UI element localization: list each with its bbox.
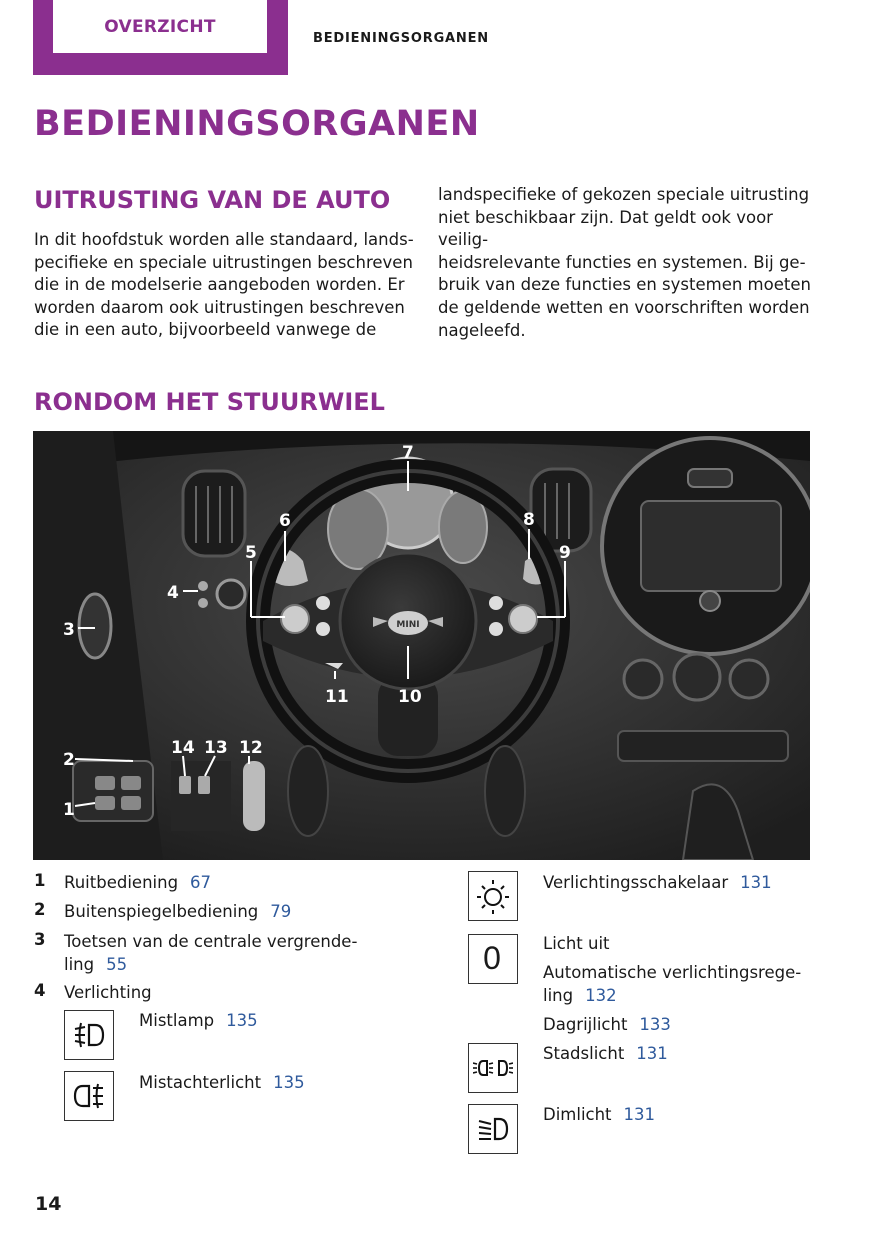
hazard-button — [688, 469, 732, 487]
text-line: die in een auto, bijvoorbeeld vanwege de — [34, 320, 377, 340]
volume-knob — [700, 591, 720, 611]
chapter-tab[interactable] — [33, 0, 288, 75]
low-beam-icon-box — [468, 1104, 518, 1154]
toggle-switch-bar — [618, 731, 788, 761]
text-line: de geldende wetten en voorschriften worden — [438, 297, 810, 317]
rear-fog-lamp-icon — [69, 1076, 109, 1116]
left-vent — [183, 471, 245, 556]
legend-num-4: 4 — [34, 981, 46, 1000]
callout-1: 1 — [63, 800, 75, 820]
callout-5: 5 — [245, 543, 257, 563]
lower-switch — [179, 776, 191, 794]
climate-knob — [674, 654, 720, 700]
front-fog-lamp-icon-box — [64, 1010, 114, 1060]
page-ref-link[interactable]: 67 — [190, 873, 212, 892]
wheel-button — [489, 622, 503, 636]
callout-9: 9 — [559, 543, 571, 563]
icon-label-text: Dagrijlicht — [543, 1015, 628, 1034]
page-ref-link[interactable]: 133 — [639, 1015, 671, 1034]
page-ref-link[interactable]: 55 — [106, 955, 128, 974]
icon-label-text: Verlichtingsschakelaar — [543, 873, 729, 892]
icon-label-text: Mistachterlicht — [139, 1073, 262, 1092]
page-title: BEDIENINGSORGANEN — [34, 104, 480, 144]
legend-num-2: 2 — [34, 900, 46, 919]
wheel-button — [316, 596, 330, 610]
chapter-tab-label: OVERZICHT — [104, 16, 216, 37]
window-switch — [121, 796, 141, 810]
mirror-switch — [79, 594, 111, 658]
legend-item-1 — [64, 871, 211, 894]
parking-light-icon-box — [468, 1043, 518, 1093]
fog-lamp-label — [139, 1009, 258, 1032]
icon-label-text: ling — [543, 986, 574, 1005]
chapter-tab-inner — [53, 0, 267, 53]
window-switch — [95, 796, 115, 810]
front-fog-lamp-icon — [69, 1015, 109, 1055]
icon-label-text: Mistlamp — [139, 1011, 215, 1030]
legend-num-3: 3 — [34, 930, 46, 949]
rear-fog-lamp-icon-box — [64, 1071, 114, 1121]
callout-12: 12 — [239, 738, 263, 758]
center-display — [641, 501, 781, 591]
text-line: landspecifieke of gekozen speciale uitrusting — [438, 185, 810, 204]
page-ref-link[interactable]: 135 — [273, 1073, 305, 1092]
callout-4: 4 — [167, 583, 179, 603]
low-beam-label — [543, 1103, 655, 1126]
speaker-grille — [288, 746, 328, 836]
daytime-light-label — [543, 1013, 671, 1036]
text-line: die in de modelserie aangeboden worden. Er — [34, 275, 405, 295]
callout-3: 3 — [63, 620, 75, 640]
light-off-label: Licht uit — [543, 934, 610, 953]
icon-label-text: Dimlicht — [543, 1105, 612, 1124]
light-switch-icon-box — [468, 871, 518, 921]
section-heading-equipment: UITRUSTING VAN DE AUTO — [34, 186, 391, 214]
intro-column-1 — [34, 229, 414, 342]
zero-position-icon: 0 — [483, 939, 501, 976]
light-switch-knob — [217, 580, 245, 608]
legend-text: Ruitbediening — [64, 873, 179, 892]
icon-label-text: Stadslicht — [543, 1044, 625, 1063]
light-switch-label — [543, 871, 772, 894]
text-line: bruik van deze functies en systemen moeten — [438, 275, 811, 295]
parking-light-label — [543, 1042, 668, 1065]
legend-item-2 — [64, 900, 291, 923]
callout-11: 11 — [325, 687, 349, 707]
legend-text: Toetsen van de centrale vergrende- — [64, 932, 358, 951]
callout-2: 2 — [63, 750, 75, 770]
cockpit-illustration — [33, 431, 810, 860]
running-head: BEDIENINGSORGANEN — [313, 31, 489, 46]
cockpit-photo — [33, 431, 810, 860]
climate-knob — [624, 660, 662, 698]
text-line: worden daarom ook uitrustingen beschreven — [34, 297, 405, 317]
window-switch — [121, 776, 141, 790]
callout-6: 6 — [279, 511, 291, 531]
text-line: heidsrelevante functies en systemen. Bij ge- — [438, 252, 806, 272]
low-beam-icon — [473, 1109, 513, 1149]
text-line: niet beschikbaar zijn. Dat geldt ook voor veilig- — [438, 207, 773, 250]
page-ref-link[interactable]: 79 — [270, 902, 292, 921]
page-number: 14 — [35, 1193, 62, 1215]
page-ref-link[interactable]: 135 — [226, 1011, 258, 1030]
page-ref-link[interactable]: 131 — [636, 1044, 668, 1063]
callout-8: 8 — [523, 510, 535, 530]
text-line: In dit hoofdstuk worden alle standaard, lands- — [34, 230, 414, 249]
light-button — [198, 581, 208, 591]
page-ref-link[interactable]: 131 — [740, 873, 772, 892]
mini-logo-text: MINI — [396, 620, 420, 630]
legend-text: Buitenspiegelbediening — [64, 902, 259, 921]
hood-release — [243, 761, 265, 831]
rear-fog-lamp-label — [139, 1071, 305, 1094]
lower-panel — [171, 761, 231, 831]
lower-switch — [198, 776, 210, 794]
wheel-button — [316, 622, 330, 636]
light-switch-icon — [473, 876, 513, 916]
text-line: pecifieke en speciale uitrustingen beschreven — [34, 252, 413, 272]
intro-column-2 — [438, 184, 818, 342]
text-line: nageleefd. — [438, 320, 526, 340]
legend-item-3 — [64, 930, 357, 976]
legend-num-1: 1 — [34, 871, 46, 890]
section-heading-steering-wheel: RONDOM HET STUURWIEL — [34, 388, 385, 416]
legend-item-4: Verlichting — [64, 983, 152, 1002]
climate-knob — [730, 660, 768, 698]
icon-label-text: Automatische verlichtingsrege- — [543, 963, 802, 982]
wheel-rocker-right — [509, 605, 537, 633]
page-ref-link[interactable]: 131 — [623, 1105, 656, 1124]
light-button — [198, 598, 208, 608]
callout-13: 13 — [204, 738, 228, 758]
parking-light-icon — [473, 1048, 513, 1088]
callout-7: 7 — [402, 443, 414, 463]
callout-10: 10 — [398, 687, 422, 707]
wheel-button — [489, 596, 503, 610]
light-off-icon-box — [468, 934, 518, 984]
legend-text: ling — [64, 955, 95, 974]
window-switch — [95, 776, 115, 790]
auto-lighting-label — [543, 961, 801, 1007]
page-ref-link[interactable]: 132 — [585, 986, 617, 1005]
callout-14: 14 — [171, 738, 195, 758]
speaker-grille — [485, 746, 525, 836]
window-switches — [73, 761, 153, 821]
wheel-rocker-left — [281, 605, 309, 633]
